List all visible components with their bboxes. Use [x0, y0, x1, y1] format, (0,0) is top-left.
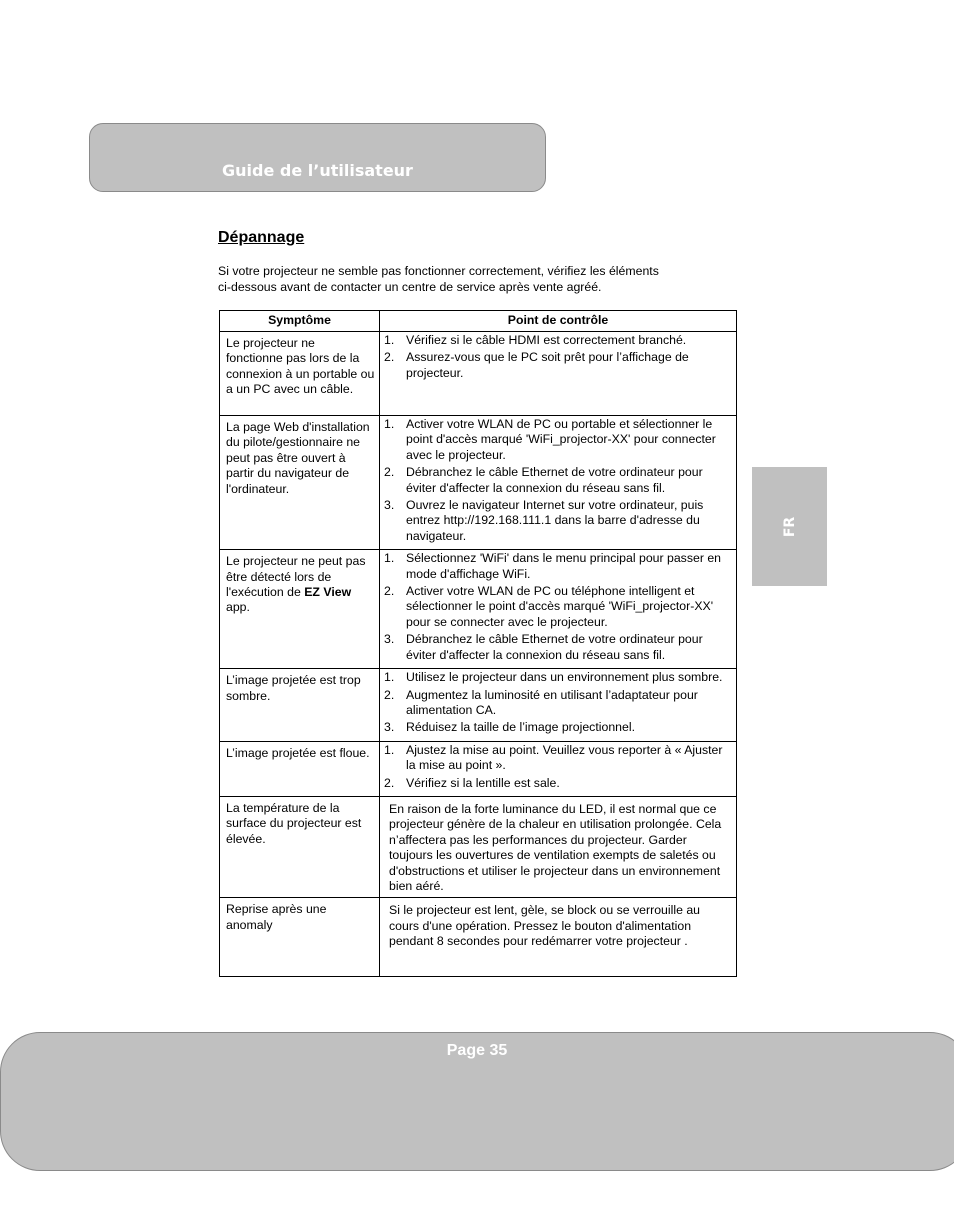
header-title: Guide de l’utilisateur	[222, 161, 413, 180]
header-banner	[89, 123, 546, 192]
check-cell	[380, 416, 737, 550]
header-symptom: Symptôme	[220, 311, 380, 332]
check-item: 1. Vérifiez si le câble HDMI est correctement branché.	[384, 333, 687, 347]
troubleshooting-table	[219, 310, 737, 977]
language-label: FR	[781, 516, 798, 537]
header-check: Point de contrôle	[380, 311, 737, 332]
check-paragraph: Si le projecteur est lent, gèle, se block ou se verrouille au cours d'une opération. Pressez le bouton d'alimentation pendant 8 secondes pour redémarrer votre projecteur .	[389, 903, 701, 949]
table-row	[220, 898, 737, 977]
table-row	[220, 741, 737, 796]
section-title: Dépannage	[218, 229, 305, 246]
check-item: 2. Débranchez le câble Ethernet de votre ordinateur pour éviter d'affecter la connexion du réseau sans fil.	[384, 465, 703, 495]
check-paragraph: En raison de la forte luminance du LED, il est normal que ce projecteur génère de la chaleur en utilisation prolongée. Cela n’affectera pas les performances du projecteur. Garder toujours les ouvertures de ventilation exempts de saletés ou d'obstructions et utiliser le projecteur dans un environnement bien aéré.	[389, 801, 722, 893]
symptom-cell: L’image projetée est floue.	[220, 741, 380, 796]
page-number: Page 35	[446, 1042, 508, 1059]
check-cell	[380, 741, 737, 796]
table-row	[220, 550, 737, 669]
table-row	[220, 416, 737, 550]
intro-paragraph	[218, 263, 738, 295]
check-item: 1. Utilisez le projecteur dans un environnement plus sombre.	[384, 670, 723, 685]
table-header-row	[220, 311, 737, 332]
check-item: 3. Ouvrez le navigateur Internet sur votre ordinateur, puis entrez http://192.168.111.1 dans la barre d'adresse du navigateur.	[384, 498, 704, 543]
table-row	[220, 332, 737, 416]
language-side-tab	[752, 467, 827, 586]
check-item: 1. Activer votre WLAN de PC ou portable et sélectionner le point d'accès marqué 'WiFi_projector-XX' pour connecter avec le projecteur.	[384, 417, 716, 462]
check-cell	[380, 796, 737, 897]
check-item: 2. Augmentez la luminosité en utilisant l’adaptateur pour alimentation CA.	[384, 687, 698, 717]
symptom-cell: Le projecteur ne peut pas être détecté lors de l'exécution de EZ View app.	[220, 550, 380, 669]
check-item: 1. Ajustez la mise au point. Veuillez vous reporter à « Ajuster la mise au point ».	[384, 742, 723, 773]
table-row	[220, 669, 737, 742]
check-item: 3. Réduisez la taille de l’image projectionnel.	[384, 720, 635, 735]
check-item: 2. Activer votre WLAN de PC ou téléphone intelligent et sélectionner le point d'accès marqué 'WiFi_projector-XX' pour se connecter avec le projecteur.	[384, 584, 714, 629]
symptom-cell: Reprise après une anomaly	[220, 898, 380, 977]
intro-line: ci-dessous avant de contacter un centre de service après vente agréé.	[218, 280, 602, 294]
check-cell	[380, 550, 737, 669]
symptom-cell: L’image projetée est trop sombre.	[220, 669, 380, 742]
check-cell	[380, 898, 737, 977]
intro-line: Si votre projecteur ne semble pas fonctionner correctement, vérifiez les éléments	[218, 264, 659, 278]
table-row	[220, 796, 737, 897]
check-item: 1. Sélectionnez 'WiFi' dans le menu principal pour passer en mode d'affichage WiFi.	[384, 551, 722, 581]
check-item: 3. Débranchez le câble Ethernet de votre ordinateur pour éviter d'affecter la connexion du réseau sans fil.	[384, 632, 703, 662]
app-name: EZ View	[304, 585, 352, 600]
symptom-cell: Le projecteur ne fonctionne pas lors de la connexion à un portable ou a un PC avec un câble.	[220, 332, 380, 416]
symptom-cell: La page Web d'installation du pilote/gestionnaire ne peut pas être ouvert à partir du navigateur de l'ordinateur.	[220, 416, 380, 550]
symptom-cell: La température de la surface du projecteur est élevée.	[220, 796, 380, 897]
check-item: 2. Assurez-vous que le PC soit prêt pour l’affichage de projecteur.	[384, 350, 689, 380]
check-cell	[380, 332, 737, 416]
check-cell	[380, 669, 737, 742]
check-item: 2. Vérifiez si la lentille est sale.	[384, 775, 560, 790]
